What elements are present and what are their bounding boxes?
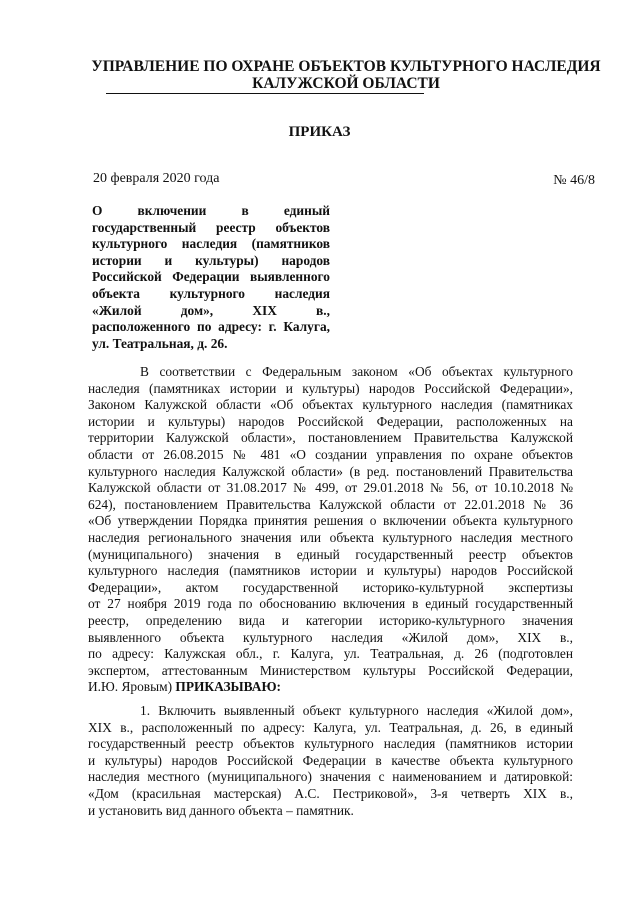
subject-line: истории и культуры) народов [92, 252, 330, 268]
preamble-line: Калужской области от 31.08.2017 № 499, от 29.01.2018 № 56, от 10.10.2018 № [88, 480, 573, 496]
order-word: ПРИКАЗЫВАЮ: [175, 679, 281, 695]
preamble-line: области от 26.08.2015 № 481 «О создании управления по охране объектов [88, 446, 573, 462]
preamble-line: территории Калужской области», постановлением Правительства Калужской [88, 430, 573, 446]
order-item-1 [88, 703, 573, 819]
item-line: XIX в., расположенный по адресу: Калуга, ул. Театральная, д. 26, в единый [88, 719, 573, 735]
preamble-line: экспертом, аттестованным Министерством культуры Российской Федерации, [88, 662, 573, 678]
preamble-line: В соответствии с Федеральным законом «Об объектах культурного [140, 364, 573, 379]
preamble-line: (муниципального) значения в единый государственный реестр объектов [88, 546, 573, 562]
preamble-line: культурного наследия (памятников истории и культуры) народов Российской [88, 563, 573, 579]
subject-line: государственный реестр объектов [92, 219, 330, 235]
preamble-last-line [88, 679, 573, 696]
preamble-line: истории и культуры) народов Российской Федерации, расположенных на [88, 413, 573, 429]
subject-line: Российской Федерации выявленного [92, 269, 330, 285]
document-date: 20 февраля 2020 года [93, 171, 220, 186]
organization-name-line-2: КАЛУЖСКОЙ ОБЛАСТИ [252, 75, 440, 92]
item-line: и установить вид данного объекта – памятник. [88, 802, 354, 818]
preamble-line: от 27 ноября 2019 года по обоснованию включения в единый государственный [88, 596, 573, 612]
preamble-line: культурного наследия Калужской области» (в ред. постановлений Правительства [88, 463, 573, 479]
document-number: № 46/8 [553, 173, 595, 188]
subject-line: ул. Театральная, д. 26. [92, 335, 228, 351]
preamble-line: реестр, определению вида и категории историко-культурного значения [88, 612, 573, 628]
item-line: государственный реестр объектов культурного наследия (памятников истории [88, 736, 573, 752]
subject-line: объекта культурного наследия [92, 285, 330, 301]
organization-name [60, 58, 632, 92]
item-line: и культуры) народов Российской Федерации в качестве объекта культурного [88, 752, 573, 768]
subject-line: культурного наследия (памятников [92, 236, 330, 252]
preamble-line: выявленного объекта культурного наследия «Жилой дом», XIX в., [88, 629, 573, 645]
subject-line: «Жилой дом», XIX в., [92, 302, 330, 318]
item-line: «Дом (красильная мастерская) А.С. Пестриковой», 3-я четверть XIX в., [88, 785, 573, 801]
header-underline [106, 93, 424, 94]
preamble-line: 624), постановлением Правительства Калужской области от 22.01.2018 № 36 [88, 496, 573, 512]
preamble-line: «Об утверждении Порядка принятия решения о включении объекта культурного [88, 513, 573, 529]
preamble-line: по адресу: Калужская обл., г. Калуга, ул. Театральная, д. 26 (подготовлен [88, 646, 573, 662]
item-line: наследия местного (муниципального) значения с наименованием и датировкой: [88, 769, 573, 785]
preamble-line: наследия (памятниках истории и культуры) народов Российской Федерации», [88, 380, 573, 396]
organization-name-line-1: УПРАВЛЕНИЕ ПО ОХРАНЕ ОБЪЕКТОВ КУЛЬТУРНОГО НАСЛЕДИЯ [91, 58, 601, 75]
preamble-line: Федерации», актом государственной историко-культурной экспертизы [88, 579, 573, 595]
preamble-line-prefix: И.Ю. Яровым) [88, 679, 176, 695]
subject-line: расположенного по адресу: г. Калуга, [92, 319, 330, 335]
preamble-paragraph [88, 364, 573, 696]
subject-line: О включении в единый [92, 203, 330, 218]
preamble-line: наследия регионального значения или объекта культурного наследия местного [88, 529, 573, 545]
preamble-line: Законом Калужской области «Об объектах культурного наследия (памятниках [88, 397, 573, 413]
document-title: ПРИКАЗ [288, 124, 351, 140]
item-line: 1. Включить выявленный объект культурного наследия «Жилой дом», [140, 703, 573, 718]
order-subject [92, 203, 330, 352]
